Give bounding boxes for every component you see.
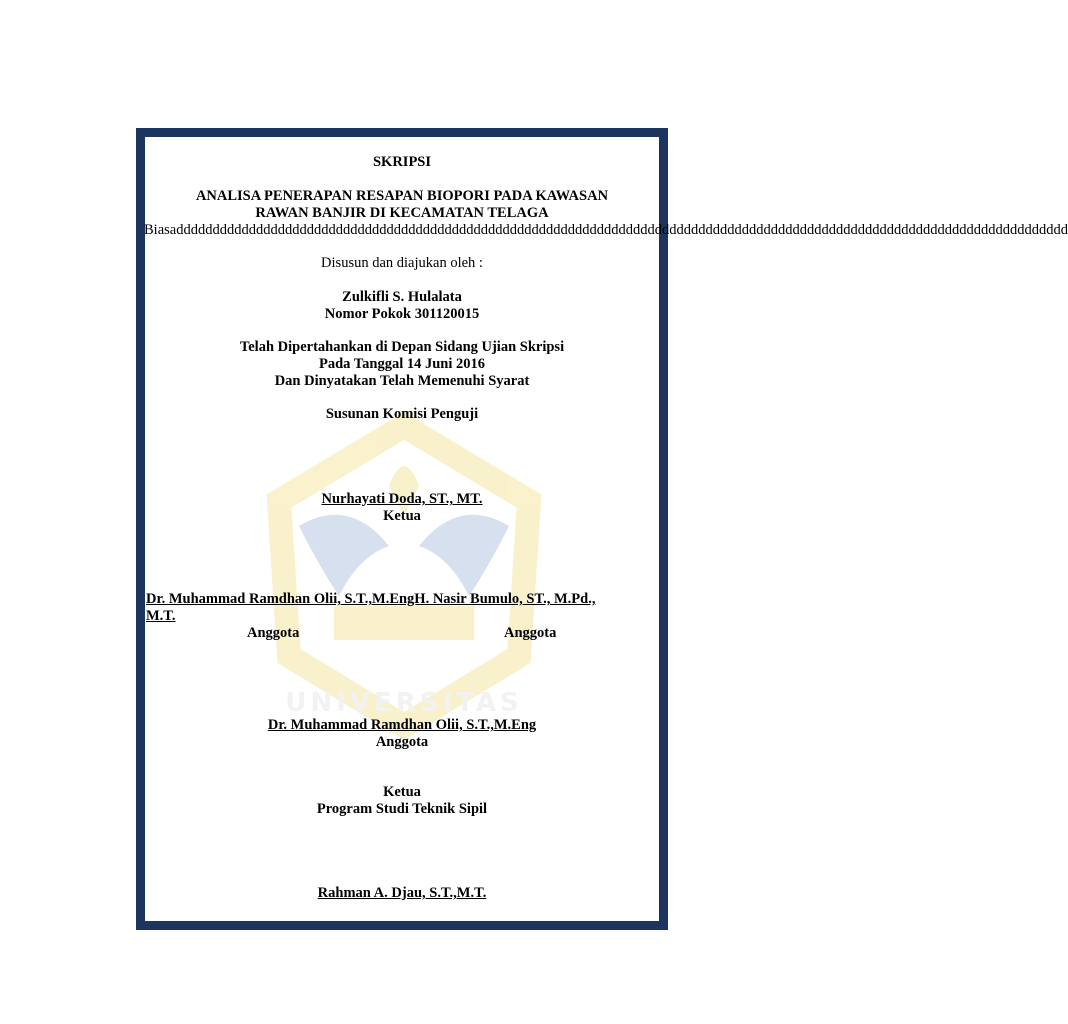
member-3-role: Anggota xyxy=(375,734,429,750)
program-head-name: Rahman A. Djau, S.T.,M.T. xyxy=(317,885,487,901)
defended-line-2: Pada Tanggal 14 Juni 2016 xyxy=(319,356,485,372)
watermark-text: UNIVERSITAS xyxy=(285,688,523,718)
bird-wing-right xyxy=(419,515,509,596)
submitted-by-label: Disusun dan diajukan oleh : xyxy=(321,255,483,271)
chair-role: Ketua xyxy=(383,508,421,524)
title-line-1: ANALISA PENERAPAN RESAPAN BIOPORI PADA KAWASAN xyxy=(195,188,609,204)
members-names-line-1: Dr. Muhammad Ramdhan Olii, S.T.,M.EngH. Nasir Bumulo, ST., M.Pd., xyxy=(146,591,596,607)
defended-line-1: Telah Dipertahankan di Depan Sidang Ujian Skripsi xyxy=(239,339,565,355)
document-page xyxy=(144,136,1068,922)
member-role-left: Anggota xyxy=(247,625,300,641)
document-heading: SKRIPSI xyxy=(372,154,432,170)
university-logo-watermark xyxy=(239,406,569,736)
author-name: Zulkifli S. Hulalata xyxy=(342,289,462,305)
student-number: Nomor Pokok 301120015 xyxy=(324,306,480,322)
title-line-3: Biasaddddddddddddddddddddddddddddddddddddddddddddddddddddddddddddddddddddddddddddddddddddddddddddddddddddddddddddddddddddddddddd xyxy=(144,222,1068,238)
member-3-name: Dr. Muhammad Ramdhan Olii, S.T.,M.Eng xyxy=(267,717,537,733)
committee-heading: Susunan Komisi Penguji xyxy=(325,406,479,422)
bird-wing-left xyxy=(299,515,389,596)
program-head-role: Ketua xyxy=(383,784,421,800)
document-border xyxy=(136,128,1068,930)
program-name: Program Studi Teknik Sipil xyxy=(316,801,488,817)
member-role-right: Anggota xyxy=(504,625,557,641)
chair-name: Nurhayati Doda, ST., MT. xyxy=(321,491,483,507)
title-line-2: RAWAN BANJIR DI KECAMATAN TELAGA xyxy=(255,205,549,221)
defended-line-3: Dan Dinyatakan Telah Memenuhi Syarat xyxy=(274,373,530,389)
members-names-line-2: M.T. xyxy=(146,608,176,624)
